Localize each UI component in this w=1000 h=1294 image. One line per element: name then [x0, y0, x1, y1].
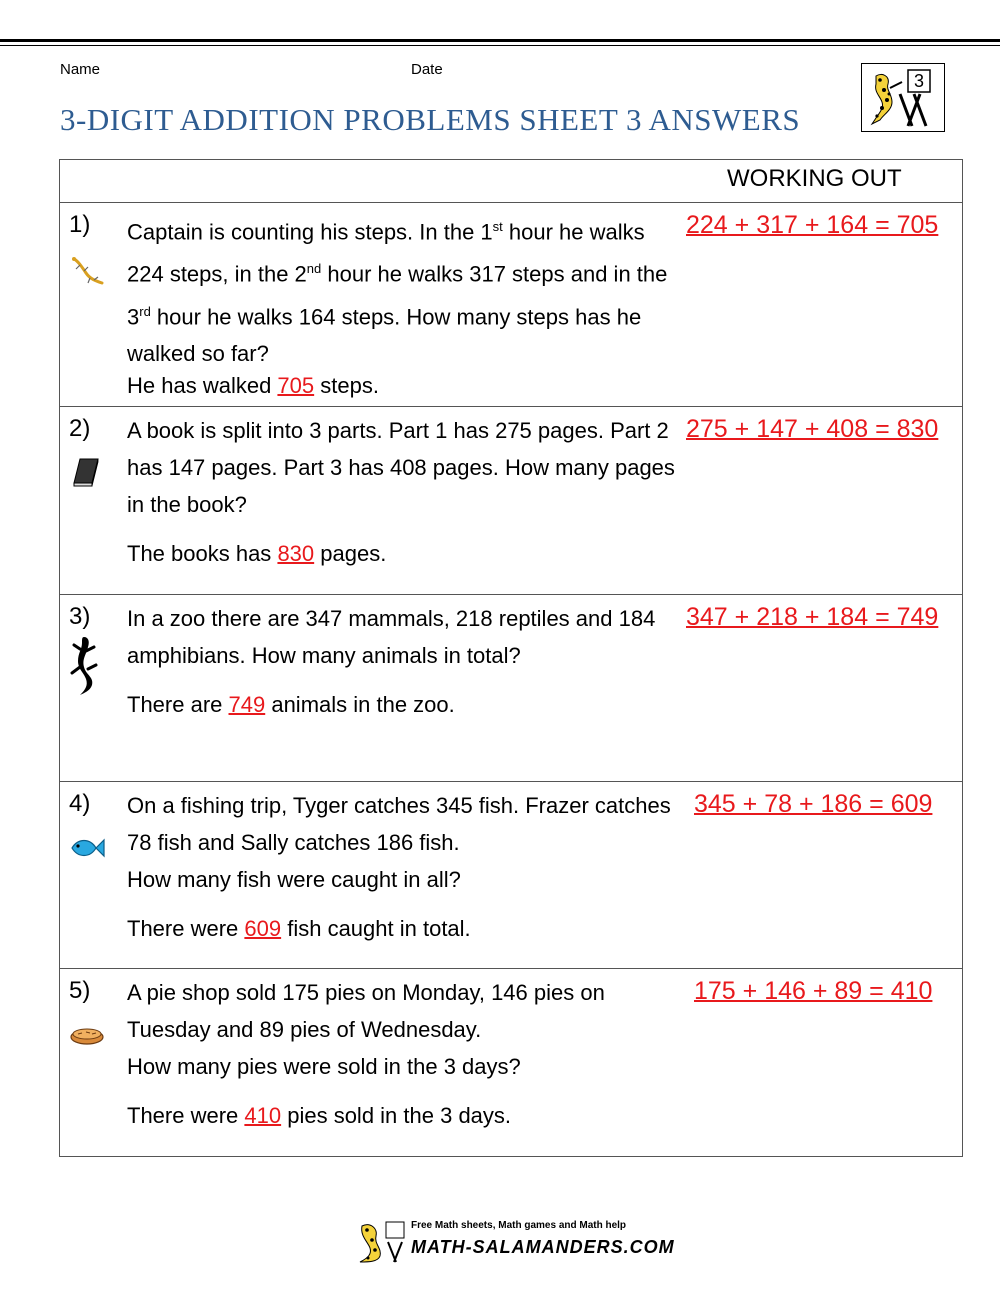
answer-value: 830: [277, 541, 315, 566]
question-line-2: How many fish were caught in all?: [127, 867, 461, 892]
pie-icon: [68, 1015, 106, 1055]
salamander-logo-icon: [861, 63, 945, 132]
working-out: 345 + 78 + 186 = 609: [694, 790, 933, 818]
problem-question: [127, 974, 687, 1085]
page-title: 3-DIGIT ADDITION PROBLEMS SHEET 3 ANSWERS: [60, 102, 801, 137]
working-out: 224 + 317 + 164 = 705: [686, 211, 939, 239]
problem-number: 2): [69, 415, 91, 442]
answer-value: 410: [244, 1103, 282, 1128]
footer-site: MATH-SALAMANDERS.COM: [411, 1237, 675, 1257]
name-label: Name: [60, 61, 101, 78]
question-line-1: On a fishing trip, Tyger catches 345 fish. Frazer catches 78 fish and Sally catches 186 fish.: [127, 793, 671, 855]
book-icon: [68, 453, 106, 493]
problem-row-5: [60, 969, 962, 1156]
problem-row-1: [60, 203, 962, 407]
fish-icon: [68, 828, 106, 868]
problems-table: [59, 159, 963, 1157]
date-label: Date: [411, 61, 443, 78]
working-out: 275 + 147 + 408 = 830: [686, 415, 939, 443]
problem-answer: There were 410 pies sold in the 3 days.: [127, 1103, 512, 1128]
problem-number: 4): [69, 790, 91, 817]
problem-question: In a zoo there are 347 mammals, 218 reptiles and 184 amphibians. How many animals in total?: [127, 606, 656, 668]
problem-number: 3): [69, 603, 91, 630]
problem-answer: He has walked 705 steps.: [127, 373, 379, 398]
problem-question: Captain is counting his steps. In the 1st hour he walks 224 steps, in the 2nd hour he walks 317 steps and in the 3rd hour he walks 164 steps. How many steps has he walked so far?: [127, 219, 668, 366]
problem-row-2: [60, 407, 962, 595]
question-line-1: A pie shop sold 175 pies on Monday, 146 pies on Tuesday and 89 pies of Wednesday.: [127, 980, 605, 1042]
salamander-icon: [68, 251, 106, 291]
answer-value: 749: [228, 692, 266, 717]
answer-value: 609: [244, 916, 282, 941]
problem-row-3: [60, 595, 962, 782]
lizard-icon: [68, 633, 106, 697]
footer-tagline: Free Math sheets, Math games and Math help: [411, 1220, 627, 1231]
question-line-2: How many pies were sold in the 3 days?: [127, 1054, 521, 1079]
problem-question: [127, 787, 687, 898]
problem-number: 1): [69, 211, 91, 238]
logo-grade: 3: [913, 71, 925, 91]
top-rule-thin: [0, 45, 1000, 46]
answer-value: 705: [277, 373, 315, 398]
problem-answer: There are 749 animals in the zoo.: [127, 692, 455, 717]
problem-answer: The books has 830 pages.: [127, 541, 387, 566]
problem-question: A book is split into 3 parts. Part 1 has 275 pages. Part 2 has 147 pages. Part 3 has 408 pages. How many pages in the book?: [127, 418, 675, 517]
working-out-header: WORKING OUT: [727, 165, 902, 192]
top-rule: [0, 39, 1000, 42]
working-out: 175 + 146 + 89 = 410: [694, 977, 933, 1005]
problem-answer: There were 609 fish caught in total.: [127, 916, 471, 941]
working-out: 347 + 218 + 184 = 749: [686, 603, 939, 631]
problem-row-4: [60, 782, 962, 969]
table-header-row: [60, 160, 962, 203]
footer-logo: [356, 1218, 675, 1264]
problem-number: 5): [69, 977, 91, 1004]
